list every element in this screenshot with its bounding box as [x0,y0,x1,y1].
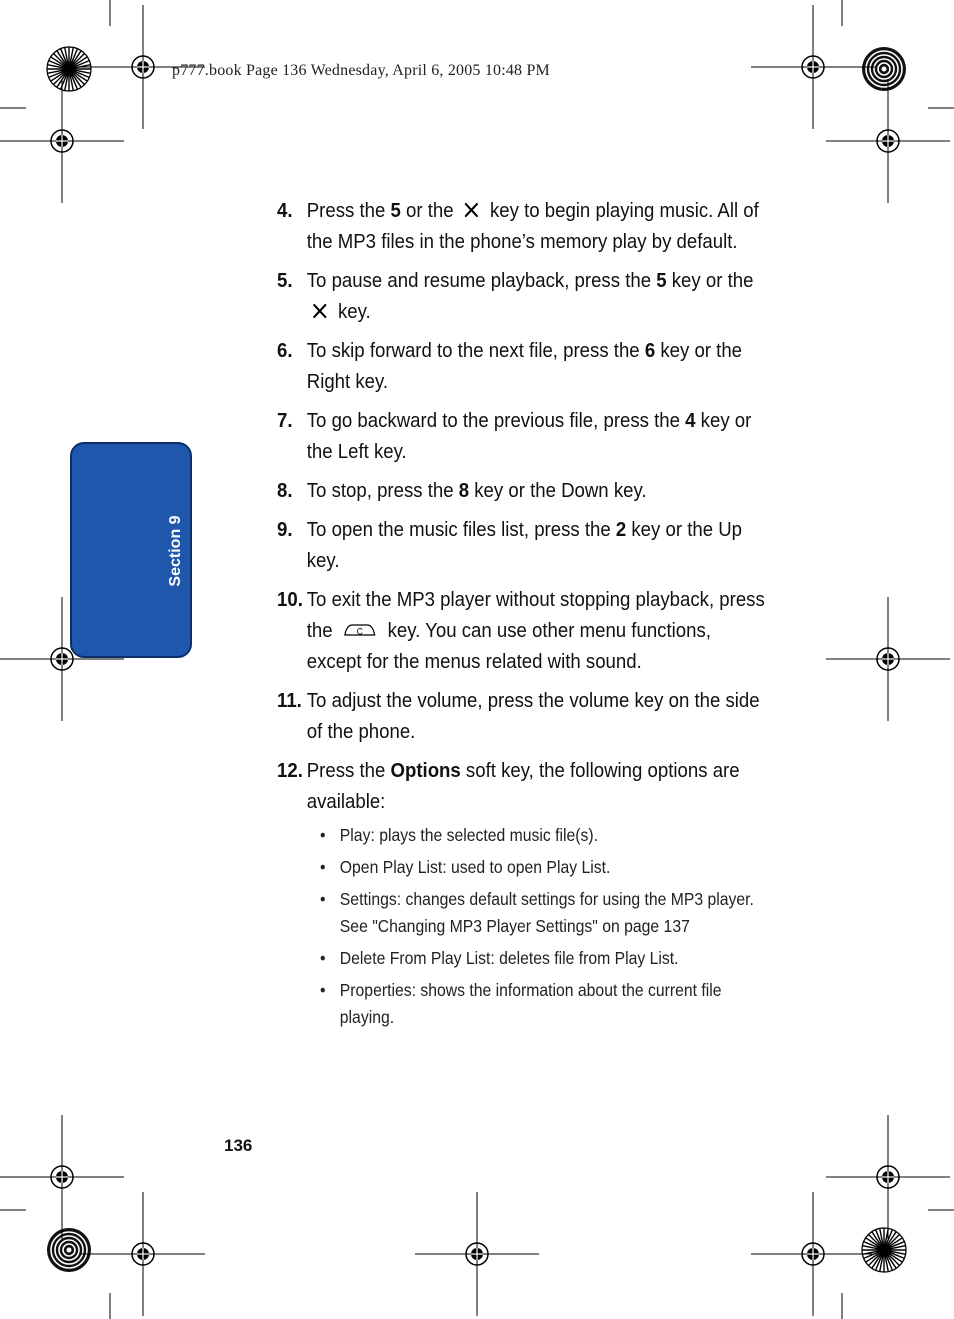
bullet-icon: • [320,889,326,909]
steps-list [277,196,807,826]
svg-text:C: C [357,626,364,637]
multimedia-key-icon [310,302,329,320]
print-header: p777.book Page 136 Wednesday, April 6, 2005 10:48 PM [172,62,550,79]
step-6: 6. To skip forward to the next file, press the 6 key or the Right key. [277,336,770,398]
step-4: 4. Press the 5 or the key to begin playing music. All of the MP3 files in the phone’s memory play by default. [277,196,770,258]
bullet-icon: • [320,980,326,1000]
step-number: 7. [277,410,293,432]
bullet-icon: • [320,825,326,845]
multimedia-key-icon [462,201,481,219]
options-list [320,822,820,1036]
step-number: 9. [277,519,293,541]
step-9: 9. To open the music files list, press the 2 key or the Up key. [277,515,770,577]
step-number: 8. [277,480,293,502]
step-5: 5. To pause and resume playback, press the 5 key or the key. [277,266,770,328]
step-11: 11. To adjust the volume, press the volume key on the side of the phone. [277,686,770,748]
step-number: 5. [277,270,293,292]
section-tab-label: Section 9 [167,515,184,587]
step-number: 4. [277,200,293,222]
step-number: 10. [277,589,303,611]
step-7: 7. To go backward to the previous file, press the 4 key or the Left key. [277,406,770,468]
step-10: 10. To exit the MP3 player without stopping playback, press the C key. You can use other menu functions, except for the menus related with sound. [277,585,770,678]
list-item: • Delete From Play List: deletes file from Play List. [320,945,770,972]
bullet-icon: • [320,857,326,877]
step-12: 12. Press the Options soft key, the following options are available: [277,756,770,818]
page-number: 136 [224,1136,253,1155]
list-item: • Open Play List: used to open Play List. [320,854,770,881]
step-number: 11. [277,690,302,712]
clear-key-icon [342,621,379,639]
list-item: • Properties: shows the information about the current file playing. [320,977,770,1031]
step-number: 6. [277,340,293,362]
step-8: 8. To stop, press the 8 key or the Down key. [277,476,770,507]
list-item: • Settings: changes default settings for using the MP3 player. See "Changing MP3 Player Settings" on page 137 [320,886,770,940]
list-item: • Play: plays the selected music file(s). [320,822,770,849]
step-number: 12. [277,760,303,782]
bullet-icon: • [320,948,326,968]
